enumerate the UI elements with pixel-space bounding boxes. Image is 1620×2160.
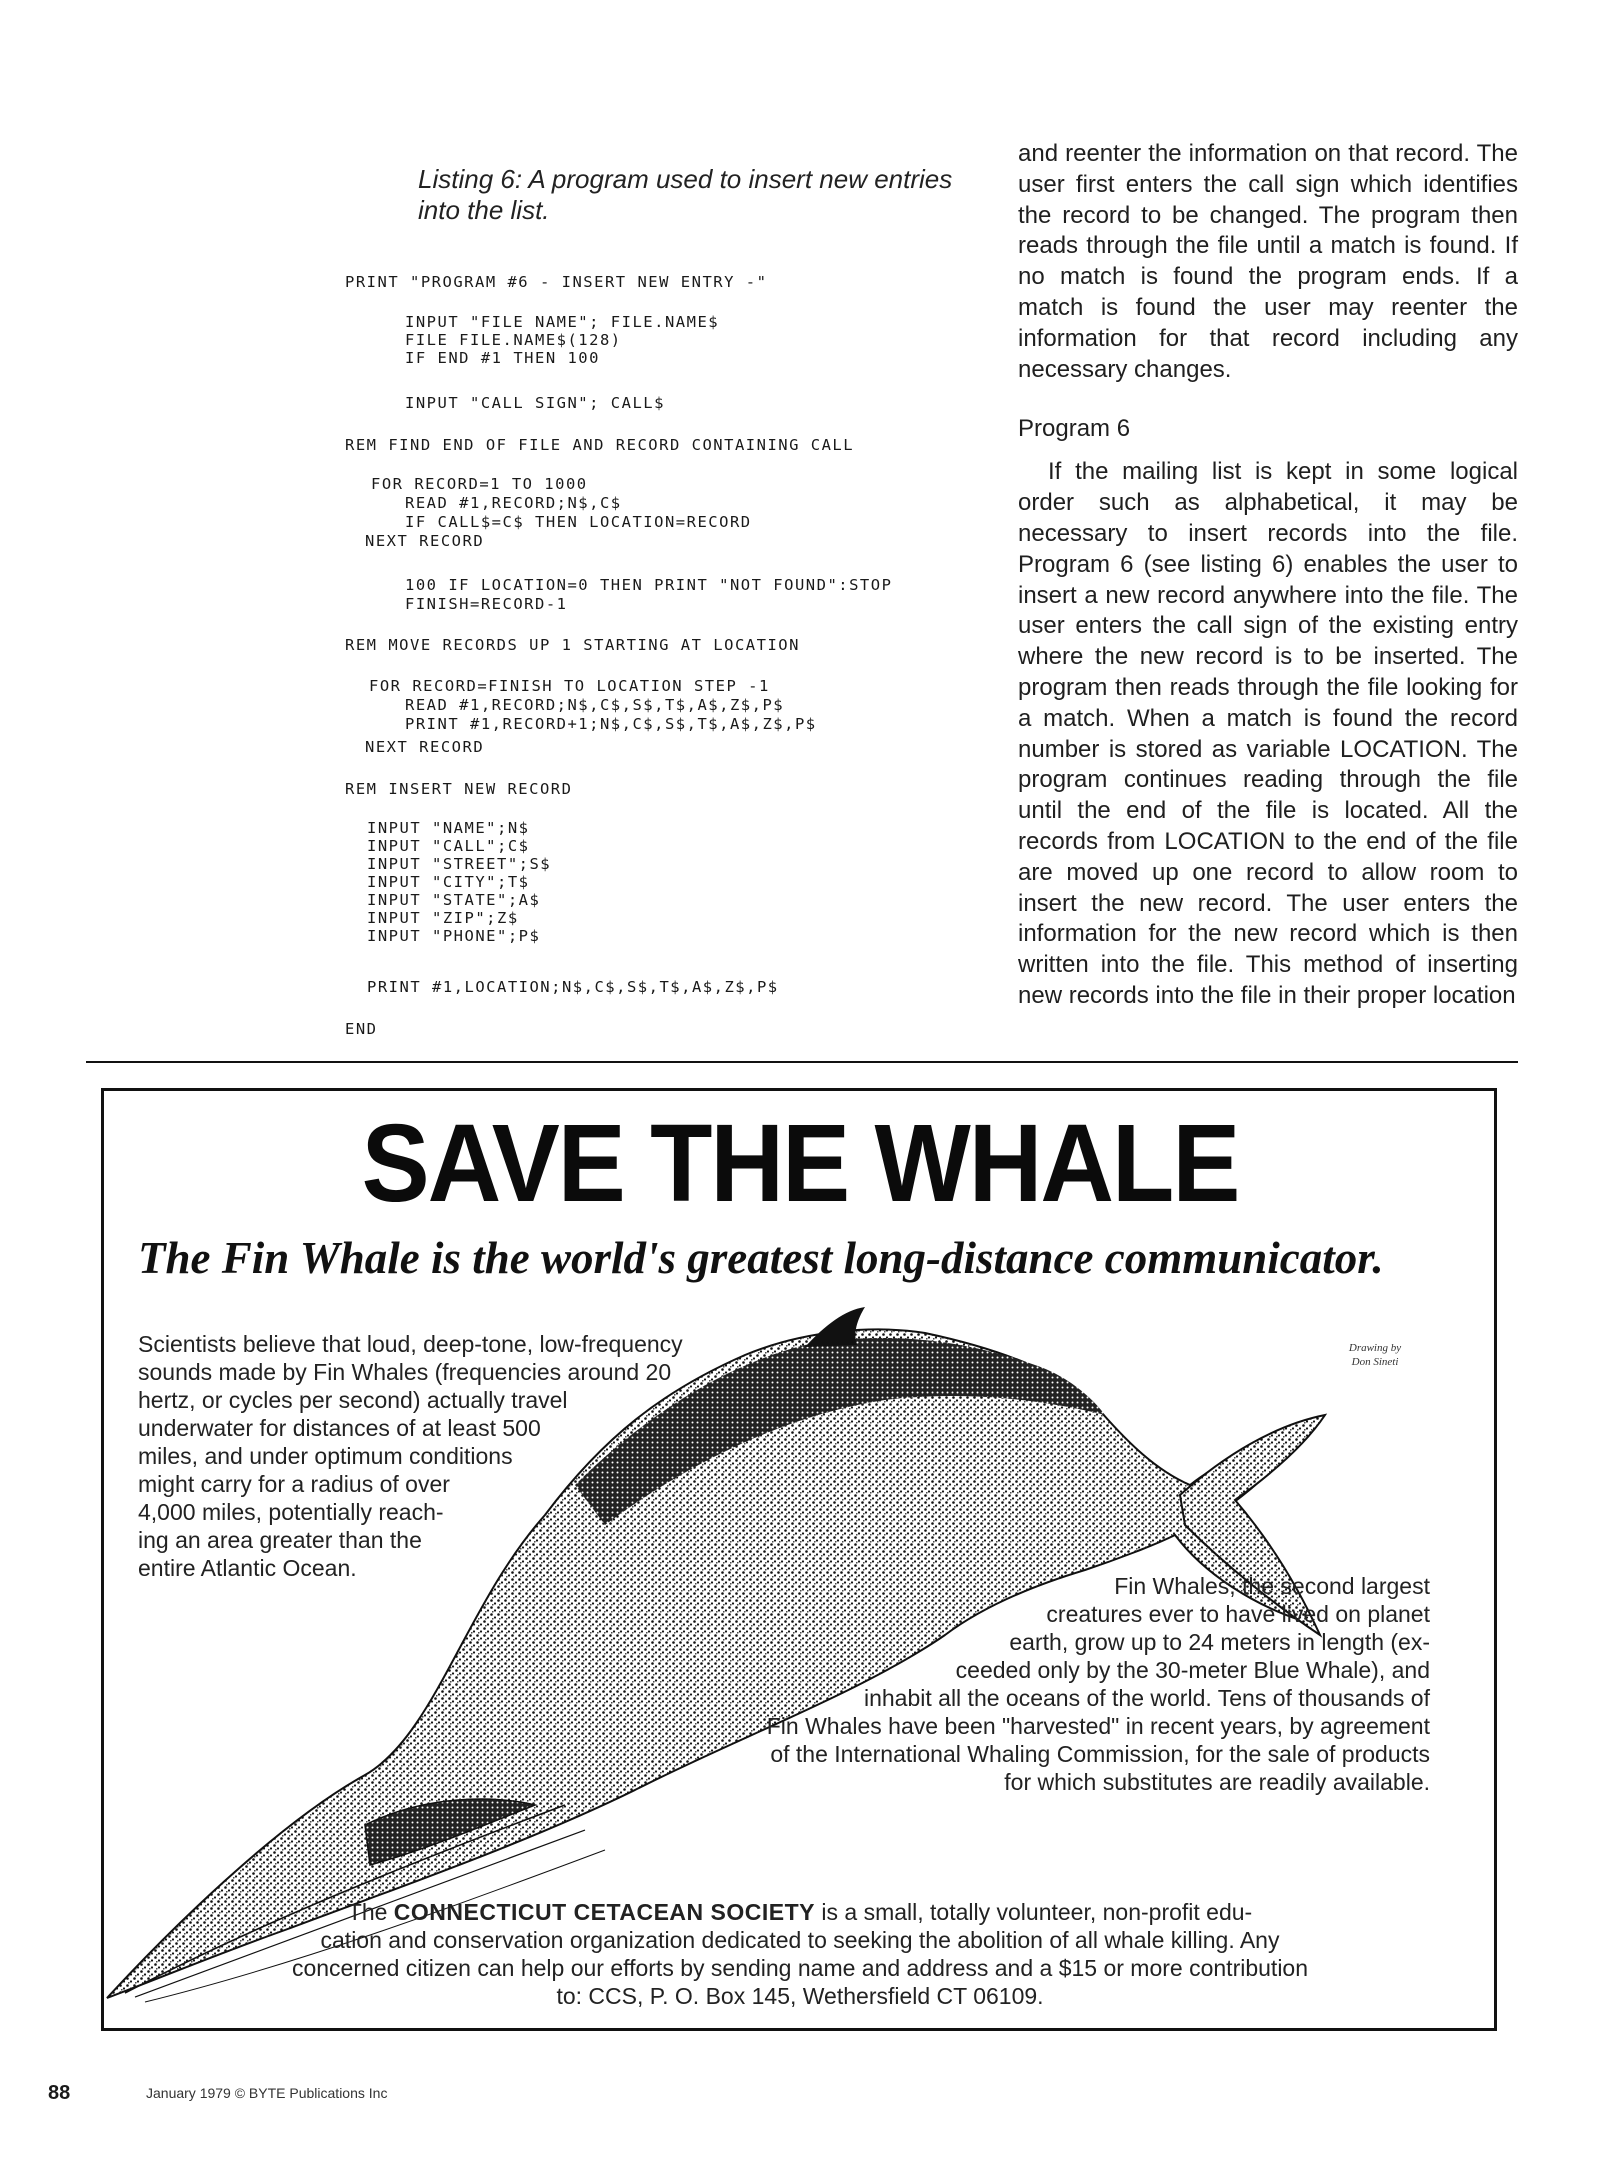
code-line: INPUT "NAME";N$ (367, 819, 530, 837)
article-paragraph: If the mailing list is kept in some logical order such as alphabetical, it may be necessary to insert records into the file. Program 6 (see listing 6) enables the user to insert a new record anywhere into the file. The user enters the call sign of the existing entry where the new record is to be inserted. The program then reads through the file looking for a match. When a match is found the record number is stored as variable LOCATION. The program continues reading through the file until the end of the file is located. All the records from LOCATION to the end of the file are moved up one record to allow room to insert the new record. The user enters the information for the new record which is then written into the file. This method of inserting new records into the file in their proper location (1018, 458, 1518, 1009)
ad-headline: SAVE THE WHALE (361, 1101, 1239, 1225)
article-column (1018, 139, 1518, 1012)
code-line: FOR RECORD=1 TO 1000 (371, 475, 588, 493)
code-line: IF END #1 THEN 100 (405, 349, 600, 367)
code-line: NEXT RECORD (365, 532, 485, 550)
ad-left-text: Scientists believe that loud, deep-tone, low-frequency sounds made by Fin Whales (frequencies around 20 hertz, or cycles per second) actually travel underwater for distances of at least 500 miles, and under optimum conditions might carry for a radius of over 4,000 miles, potentially reach- ing an area greater than the entire Atlantic Ocean. (138, 1331, 683, 1581)
code-line: FILE FILE.NAME$(128) (405, 331, 622, 349)
code-line: END (345, 1020, 378, 1038)
code-line: 100 IF LOCATION=0 THEN PRINT "NOT FOUND":STOP (405, 576, 893, 594)
code-line: NEXT RECORD (365, 738, 485, 756)
code-line: INPUT "STREET";S$ (367, 855, 552, 873)
ad-bottom-rest: is a small, totally volunteer, non-profit edu- (815, 1899, 1253, 1925)
divider-rule (86, 1061, 1518, 1063)
ad-bottom-line: to: CCS, P. O. Box 145, Wethersfield CT 06109. (556, 1983, 1044, 2009)
code-line: PRINT #1,RECORD+1;N$,C$,S$,T$,A$,Z$,P$ (405, 715, 817, 733)
code-line: INPUT "CALL";C$ (367, 837, 530, 855)
code-line: FOR RECORD=FINISH TO LOCATION STEP -1 (369, 677, 770, 695)
code-line: FINISH=RECORD-1 (405, 595, 568, 613)
code-line: REM MOVE RECORDS UP 1 STARTING AT LOCATION (345, 636, 800, 654)
code-line: REM FIND END OF FILE AND RECORD CONTAINING CALL (345, 436, 855, 454)
code-line: PRINT "PROGRAM #6 - INSERT NEW ENTRY -" (345, 273, 768, 291)
ad-bottom-prefix: The (347, 1899, 394, 1925)
code-line: INPUT "CITY";T$ (367, 873, 530, 891)
credit-line: Drawing by (1348, 1342, 1402, 1354)
credit-line: Don Sineti (1351, 1356, 1399, 1368)
footer-publication-line: January 1979 © BYTE Publications Inc (146, 2085, 388, 2101)
organization-name: CONNECTICUT CETACEAN SOCIETY (393, 1899, 815, 1925)
code-line: REM INSERT NEW RECORD (345, 780, 573, 798)
code-line: INPUT "PHONE";P$ (367, 927, 541, 945)
code-line: INPUT "FILE NAME"; FILE.NAME$ (405, 313, 720, 331)
section-heading: Program 6 (1018, 415, 1131, 443)
listing-caption: Listing 6: A program used to insert new entries into the list. (418, 164, 953, 225)
page-number: 88 (48, 2082, 71, 2104)
code-line: IF CALL$=C$ THEN LOCATION=RECORD (405, 513, 752, 531)
code-line: INPUT "STATE";A$ (367, 891, 541, 909)
code-line: INPUT "ZIP";Z$ (367, 909, 519, 927)
illustration-credit (1320, 1341, 1430, 1369)
ad-bottom-line: concerned citizen can help our efforts by sending name and address and a $15 or more contribution (291, 1955, 1309, 1981)
ad-bottom-line (130, 1898, 1470, 1926)
code-line: INPUT "CALL SIGN"; CALL$ (405, 394, 665, 412)
article-paragraph: and reenter the information on that record. The user first enters the call sign which identifies the record to be changed. The program then reads through the file until a match is found. If no match is found the program ends. If a match is found the user may reenter the information for that record including any necessary changes. (1018, 140, 1518, 383)
ad-subheadline: The Fin Whale is the world's greatest long-distance communicator. (138, 1233, 1384, 1283)
code-line: READ #1,RECORD;N$,C$,S$,T$,A$,Z$,P$ (405, 696, 785, 714)
code-line: PRINT #1,LOCATION;N$,C$,S$,T$,A$,Z$,P$ (367, 978, 779, 996)
code-line: READ #1,RECORD;N$,C$ (405, 494, 622, 512)
ad-bottom-text (130, 1898, 1470, 2010)
ad-bottom-line: cation and conservation organization dedicated to seeking the abolition of all whale killing. Any (320, 1927, 1280, 1953)
ad-right-text: Fin Whales, the second largest creatures ever to have lived on planet earth, grow up to 24 meters in length (ex- ceeded only by the 30-meter Blue Whale), and inhabit all the oceans of the world. Tens of thousands of Fin Whales have been "harvested" in recent years, by agreement of the International Whaling Commission, for the sale of products for which substitutes are readily available. (766, 1573, 1430, 1795)
